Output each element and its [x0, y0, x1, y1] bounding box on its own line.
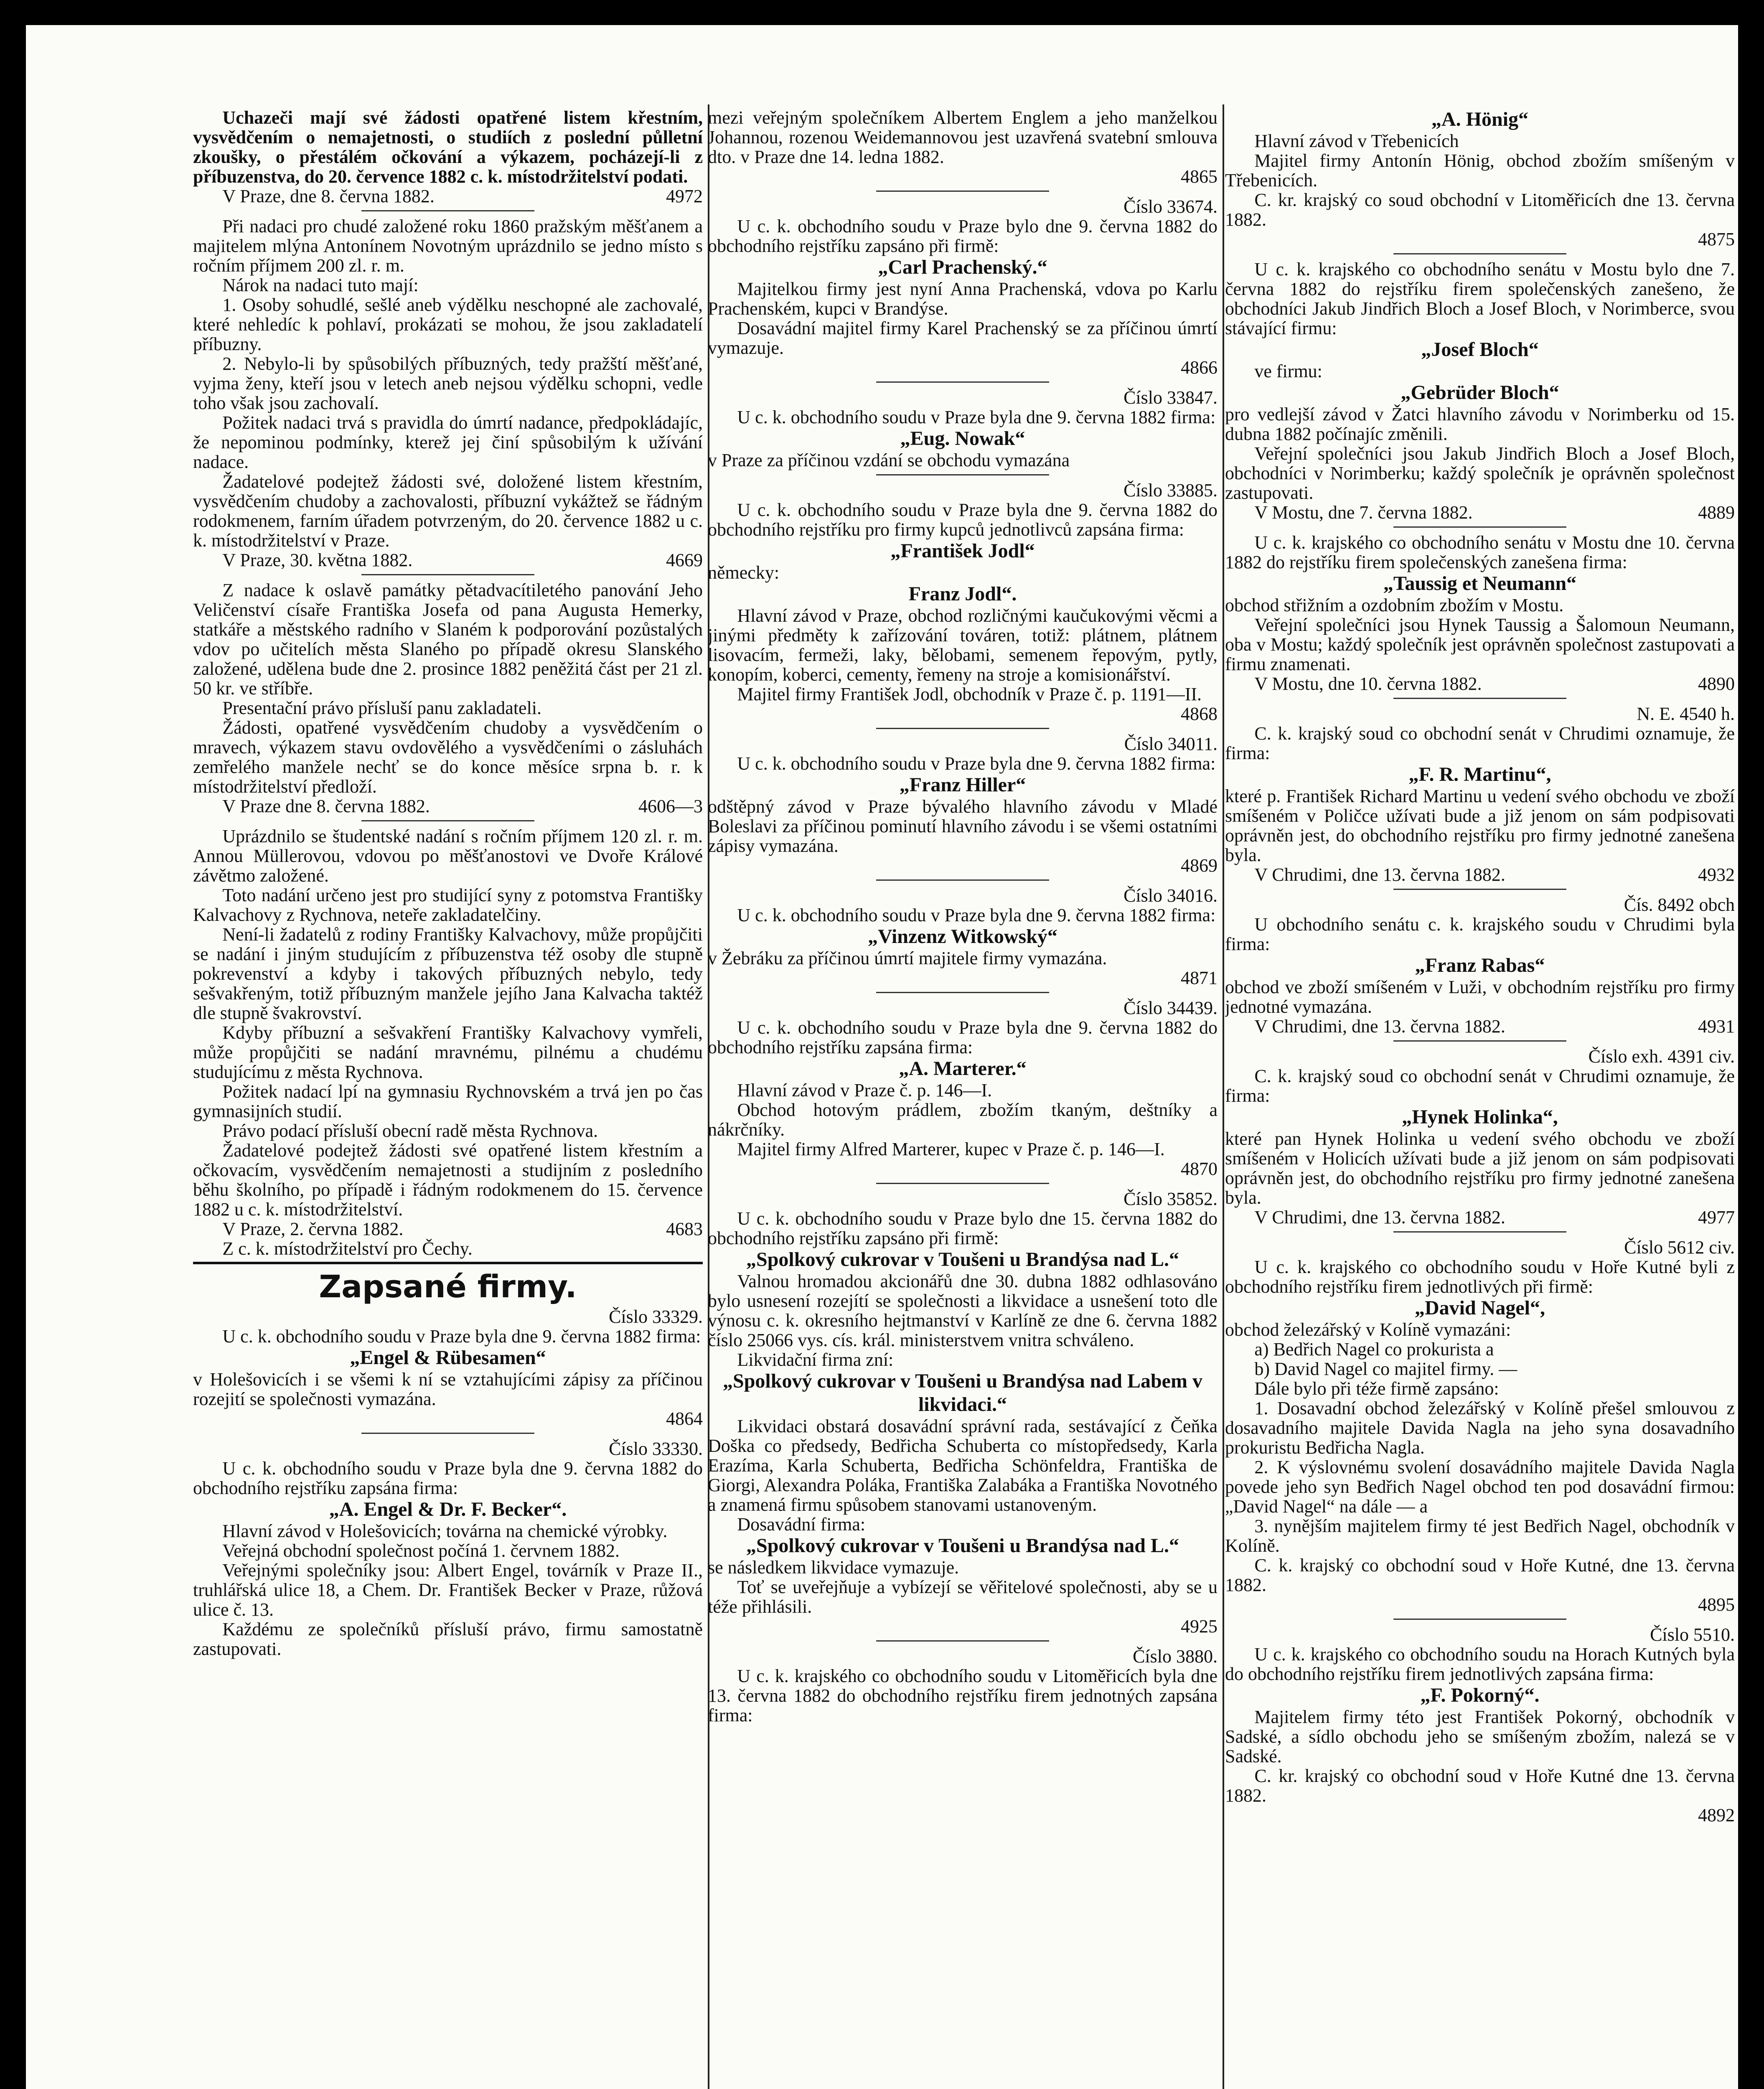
firm-name: „Carl Prachenský.“ — [878, 256, 1047, 278]
entry-text: Majitel firmy Alfred Marterer, kupec v Praze č. p. 146—I. — [737, 1139, 1165, 1159]
separator — [1393, 526, 1567, 528]
entry-reference: 4925 — [1181, 1616, 1218, 1637]
entry-text: které pan Hynek Holinka u vedení svého obchodu ve zboží smíšeném v Holicích užívati bude a již jenom on sám podpisovati oprávněn jest, do obchodního rejstříku pro firmy jednotné zanešena byla. — [1225, 1128, 1735, 1208]
entry-text: Majitelem firmy této jest František Pokorný, obchodník v Sadské, a sídlo obchodu jeho se smíšeným zbožím, nalezá se v Sadské. — [1225, 1707, 1735, 1766]
entry-number: Číslo 33847. — [1123, 387, 1218, 408]
notice-paragraph: Z nadace k oslavě památky pětadvacítiletého panování Jeho Veličenství císaře Františka Josefa od pana Augusta Hemerky, statkáře a městského radního v Slaném k podporování pozůstalých vdov po učitelích města Slaného po případě okresu Slanského založené, udělena bude dne 2. prosince 1882 peněžitá část per 21 zl. 50 kr. ve stříbře. — [193, 580, 703, 699]
firm-name: „A. Hönig“ — [1431, 108, 1529, 130]
entry-number: Číslo 33885. — [1123, 480, 1218, 501]
separator — [361, 210, 535, 211]
entry-text: Veřejní společníci jsou Hynek Taussig a Šalomoun Neumann, oba v Mostu; každý společník jest oprávněn společnost zastupovati a firmu znamenati. — [1225, 615, 1735, 674]
notice-paragraph: Žadatelové podejtež žádosti své opatřené listem křestním a očkovacím, vysvědčením nemajetnosti a studijním z posledního běhu školního, po případě i řádným rodokmenem do 15. července 1882 u c. k. místodržitelství. — [193, 1140, 703, 1220]
firm-name: „Vinzenz Witkowský“ — [868, 925, 1057, 948]
entry-text: U c. k. obchodního soudu v Praze byla dne 9. června 1882 firma: — [222, 1326, 701, 1347]
firm-name: „Spolkový cukrovar v Toušeni u Brandýsa nad L.“ — [746, 1248, 1179, 1271]
separator — [876, 1640, 1050, 1642]
entry-text: Majitel firmy Antonín Hönig, obchod zbožím smíšeným v Třebenicích. — [1225, 150, 1735, 191]
entry-text: které p. František Richard Martinu u vedení svého obchodu ve zboží smíšeném v Poličce užívati bude a již jenom on sám podpisovati oprávněn jest, do obchodního rejstříku pro firmy jednotné zanešena byla. — [1225, 786, 1735, 865]
entry-text: obchod ve zboží smíšeném v Luži, v obchodním rejstříku pro firmy jednotné vymazána. — [1225, 977, 1735, 1017]
entry-signature: V Chrudimi, dne 13. června 1882. 4977 — [1254, 1207, 1735, 1227]
entry-text: C. k. krajský soud co obchodní senát v Chrudimi oznamuje, že firma: — [1225, 1066, 1735, 1106]
entry-text: Každému ze společníků přísluší právo, firmu samostatně zastupovati. — [193, 1619, 703, 1659]
entry-text: Hlavní závod v Třebenicích — [1254, 131, 1459, 151]
separator — [876, 381, 1050, 383]
entry-text: v Žebráku za příčinou úmrtí majitele firmy vymazána. — [708, 948, 1107, 968]
entry-text: U c. k. obchodního soudu v Praze byla dne 9. června 1882 do obchodního rejstříku zapsána firma: — [193, 1458, 703, 1498]
entry-reference: 4870 — [1181, 1159, 1218, 1179]
column-rule — [1223, 104, 1224, 2089]
entry-number: N. E. 4540 h. — [1637, 704, 1735, 724]
section-rule — [193, 1262, 703, 1264]
entry-text: U c. k. krajského co obchodního senátu v Mostu bylo dne 7. června 1882 do rejstříku firem společenských zanešeno, že obchodníci Jakub Jindřich Bloch a Josef Bloch, v Norimberce, svou stávající firmu: — [1225, 259, 1735, 338]
separator — [876, 879, 1050, 881]
entry-reference: 4866 — [1181, 357, 1218, 378]
entry-text: Veřejnými společníky jsou: Albert Engel, továrník v Praze II., truhlářská ulice 18, a Chem. Dr. František Becker v Praze, růžová ulice č. 13. — [193, 1560, 703, 1620]
entry-text: b) David Nagel co majitel firmy. — — [1254, 1359, 1517, 1379]
separator — [361, 1433, 535, 1434]
entry-text: v Holešovicích i se všemi k ní se vztahujícími zápisy za příčinou rozejití se společnosti vymazána. — [193, 1369, 703, 1409]
notice-paragraph: Žádosti, opatřené vysvědčením chudoby a vysvědčením o mravech, výkazem stavu ovdovělého a vysvědčeními o zásluhách zemřelého manžele nechť se do konce měsíce srpna b. r. k místodržitelství předloží. — [193, 717, 703, 797]
entry-text: U c. k. obchodního soudu v Praze byla dne 9. června 1882 firma: — [737, 905, 1216, 925]
entry-text: 3. nynějším majitelem firmy té jest Bedřich Nagel, obchodník v Kolíně. — [1225, 1516, 1735, 1556]
notice-paragraph: 1. Osoby sohudlé, sešlé aneb výdělku neschopné ale zachovalé, které nehledíc k pohlaví, prokázati se mohou, že jsou zakladatelí příbuzny. — [193, 295, 703, 354]
notice-paragraph: Uprázdnilo se študentské nadání s ročním příjmem 120 zl. r. m. Annou Müllerovou, vdovou po měšťanostovi ve Dvoře Králové závětmo založené. — [193, 826, 703, 886]
notice-paragraph: Při nadaci pro chudé založené roku 1860 pražským měšťanem a majitelem mlýna Antonínem Novotným uprázdnilo se jedno místo s ročním příjmem 200 zl. r. m. — [193, 216, 703, 276]
entry-text: Hlavní závod v Holešovicích; továrna na chemické výrobky. — [222, 1521, 668, 1541]
entry-text: Dosavádní firma: — [737, 1514, 866, 1535]
separator — [876, 191, 1050, 192]
entry-reference: 4892 — [1698, 1805, 1735, 1825]
entry-text: Likvidační firma zní: — [737, 1349, 894, 1370]
firm-name: „Franz Rabas“ — [1415, 954, 1545, 976]
entry-number: Čís. 8492 obch — [1624, 895, 1735, 915]
entry-number: Číslo 35852. — [1123, 1189, 1218, 1209]
entry-text: a) Bedřich Nagel co prokurista a — [1254, 1339, 1494, 1360]
entry-text: obchod železářský v Kolíně vymazáni: — [1225, 1319, 1511, 1340]
separator — [876, 1183, 1050, 1184]
notice-paragraph: Presentační právo přísluší panu zakladateli. — [222, 698, 542, 718]
notice-signature: V Praze, 2. června 1882. 4683 — [222, 1219, 703, 1239]
separator — [1393, 1040, 1567, 1042]
entry-text: U c. k. krajského co obchodního soudu v Litoměřicích byla dne 13. června 1882 do obchodního rejstříku firem jednotných zapsána firma: — [708, 1666, 1218, 1726]
entry-text: Obchod hotovým prádlem, zbožím tkaným, deštníky a nákrčníky. — [708, 1100, 1218, 1140]
column-right — [1225, 108, 1735, 2089]
entry-text: U obchodního senátu c. k. krajského soudu v Chrudimi byla firma: — [1225, 914, 1735, 954]
entry-number: Číslo exh. 4391 civ. — [1588, 1046, 1735, 1067]
entry-reference: 4875 — [1698, 229, 1735, 249]
entry-text: odštěpný závod v Praze bývalého hlavního závodu v Mladé Boleslavi za příčinou pominutí hlavního závodu i se všemi ostatními zápisy vymazána. — [708, 796, 1218, 856]
entry-reference: 4869 — [1181, 855, 1218, 876]
separator — [1393, 253, 1567, 254]
separator — [876, 474, 1050, 475]
entry-text: U c. k. obchodního soudu v Praze byla dne 9. června 1882 do obchodního rejstříku pro firmy kupců jednotlivců zapsána firma: — [708, 500, 1218, 540]
firm-name: Franz Jodl“. — [908, 583, 1017, 605]
firm-name: „Franz Hiller“ — [899, 774, 1026, 796]
separator — [361, 574, 535, 575]
firm-name: „Josef Bloch“ — [1421, 338, 1539, 361]
entry-number: Číslo 33674. — [1123, 196, 1218, 217]
newspaper-page — [26, 25, 1738, 2089]
entry-text: 2. K výslovnému svolení dosavádního majitele Davida Nagla povede jeho syn Bedřich Nagel obchod ten pod dosavádní firmou: „David Nagel“ na dále — a — [1225, 1457, 1735, 1517]
entry-signature: V Chrudimi, dne 13. června 1882. 4931 — [1254, 1016, 1735, 1037]
notice-paragraph: Právo podací přísluší obecní radě města Rychnova. — [222, 1121, 598, 1141]
entry-text: Veřejná obchodní společnost počíná 1. červnem 1882. — [222, 1540, 620, 1561]
notice-paragraph: Žadatelové podejtež žádosti své, doložené listem křestním, vysvědčením chudoby a zachovalosti, příbuzní vykážtež se řádným rodokmenem, farním úřadem potvrzeným, do 20. července 1882 u c. k. místodržitelství v Praze. — [193, 471, 703, 551]
entry-text: Dále bylo při téže firmě zapsáno: — [1254, 1378, 1499, 1399]
notice-paragraph: Toto nadání určeno jest pro studijící syny z potomstva Františky Kalvachovy z Rychnova, neteře zakladatelčiny. — [193, 885, 703, 925]
entry-text: Likvidaci obstará dosavádní správní rada, sestávající z Čeňka Doška co předsedy, Bedřicha Schuberta co místopředsedy, Karla Erazíma, Karla Schuberta, Bedřicha Schönfeldra, Františka de Giorgi, Alexandra Poláka, Františka Zalabáka a Františka Novotného a znamená firmu spůsobem stanovami ustanoveným. — [708, 1416, 1218, 1515]
entry-number: Číslo 5510. — [1650, 1624, 1735, 1645]
entry-signature: V Mostu, dne 10. června 1882. 4890 — [1254, 673, 1735, 694]
separator — [876, 728, 1050, 729]
firm-name: „David Nagel“, — [1415, 1297, 1545, 1319]
entry-number: Číslo 33329. — [609, 1306, 703, 1327]
entry-signature: V Mostu, dne 7. června 1882. 4889 — [1254, 502, 1735, 523]
notice-paragraph: Požitek nadací lpí na gymnasiu Rychnovském a trvá jen po čas gymnasijních studií. — [193, 1081, 703, 1121]
entry-text: německy: — [708, 562, 780, 583]
entry-text: C. k. krajský co obchodní soud v Hoře Kutné, dne 13. června 1882. — [1225, 1555, 1735, 1595]
entry-text: Toť se uveřejňuje a vybízejí se věřitelové společnosti, aby se u téže přihlásili. — [708, 1577, 1218, 1617]
column-middle — [708, 108, 1218, 2089]
entry-text: Veřejní společníci jsou Jakub Jindřich Bloch a Josef Bloch, obchodníci v Norimberku; každý společník je oprávněn společnost zastupovati. — [1225, 443, 1735, 503]
entry-reference: 4871 — [1181, 968, 1218, 988]
entry-text: obchod střižním a ozdobním zbožím v Mostu. — [1225, 595, 1564, 615]
entry-text: C. k. krajský soud co obchodní senát v Chrudimi oznamuje, že firma: — [1225, 723, 1735, 763]
firm-name: „F. Pokorný“. — [1420, 1684, 1540, 1706]
firm-name: „Hynek Holinka“, — [1402, 1106, 1558, 1128]
entry-reference: 4865 — [1181, 166, 1218, 187]
entry-text: Hlavní závod v Praze č. p. 146—I. — [737, 1080, 992, 1100]
entry-signature: V Chrudimi, dne 13. června 1882. 4932 — [1254, 864, 1735, 885]
entry-text: v Praze za příčinou vzdání se obchodu vymazána — [708, 450, 1070, 470]
entry-number: Číslo 3880. — [1133, 1646, 1218, 1667]
notice-signature: V Praze dne 8. června 1882. 4606—3 — [222, 796, 703, 816]
separator — [1393, 698, 1567, 699]
notice-paragraph: Kdyby příbuzní a sešvakření Františky Kalvachovy vymřeli, může propůjčiti se nadání mravnému, pilnému a chudému studujícímu z města Rychnova. — [193, 1022, 703, 1082]
separator — [876, 992, 1050, 993]
entry-number: Číslo 34439. — [1123, 998, 1218, 1018]
entry-text: U c. k. obchodního soudu v Praze byla dne 9. června 1882 do obchodního rejstříku zapsána firma: — [708, 1017, 1218, 1057]
entry-text: U c. k. obchodního soudu v Praze byla dne 9. června 1882 firma: — [737, 407, 1216, 427]
entry-number: Číslo 34016. — [1123, 885, 1218, 906]
entry-reference: 4864 — [666, 1408, 703, 1429]
entry-text: Majitel firmy František Jodl, obchodník v Praze č. p. 1191—II. — [737, 684, 1202, 704]
notice-paragraph: Uchazeči mají své žádosti opatřené listem křestním, vysvědčením o nemajetnosti, o studiích z poslední půlletní zkoušky, o přestálém očkování a výkazem, pocházejí-li z příbuzenstva, do 20. července 1882 c. k. místodržitelství podati. — [193, 108, 703, 187]
firm-name: „A. Marterer.“ — [899, 1057, 1027, 1080]
entry-reference: 4895 — [1698, 1594, 1735, 1615]
firm-name: „Gebrüder Bloch“ — [1401, 381, 1559, 404]
entry-text: Dosavádní majitel firmy Karel Prachenský se za příčinou úmrtí vymazuje. — [708, 318, 1218, 358]
entry-reference: 4868 — [1181, 704, 1218, 724]
entry-text: 1. Dosavadní obchod železářský v Kolíně přešel smlouvou z dosavadního majitele Davida Nagla na jeho syna dosavadního prokuristu Bedřicha Nagla. — [1225, 1398, 1735, 1458]
entry-text: C. kr. krajský co obchodní soud v Hoře Kutné dne 13. června 1882. — [1225, 1766, 1735, 1806]
column-left — [193, 108, 703, 2089]
notice-paragraph: 2. Nebylo-li by spůsobilých příbuzných, tedy pražští měšťané, vyjma ženy, kteří jsou v letech aneb nejsou výdělku schopni, vedle toho však jsou zachovalí. — [193, 353, 703, 413]
entry-text: se následkem likvidace vymazuje. — [708, 1557, 959, 1578]
notice-paragraph: Není-li žadatelů z rodiny Františky Kalvachovy, může propůjčiti se nadání i jiným studujícím z příbuzenstva též osoby dle stupně pokrevenství a kdyby i takových příbuzných nebylo, tedy sešvakřeným, totiž příbuzným manžele jejího Jana Kalvacha taktéž dle stupně švakrovství. — [193, 924, 703, 1023]
notice-paragraph: Nárok na nadaci tuto mají: — [222, 275, 419, 295]
separator — [1393, 889, 1567, 890]
entry-text: C. kr. krajský co soud obchodní v Litoměřicích dne 13. června 1882. — [1225, 190, 1735, 230]
firm-name: „A. Engel & Dr. F. Becker“. — [329, 1498, 567, 1520]
notice-paragraph: Požitek nadaci trvá s pravidla do úmrtí nadance, předpokládajíc, že nepominou podmínky, kterež jej činí spůsobilým k užívání nadace. — [193, 412, 703, 472]
firm-name: „Eug. Nowak“ — [900, 427, 1025, 450]
entry-text: U c. k. krajského co obchodního senátu v Mostu dne 10. června 1882 do rejstříku firem společenských zanešena firma: — [1225, 532, 1735, 572]
separator — [1393, 1619, 1567, 1620]
entry-text: mezi veřejným společníkem Albertem Englem a jeho manželkou Johannou, rozenou Weidemannovou jest uzavřená svatební smlouva dto. v Praze dne 14. ledna 1882. — [708, 108, 1218, 167]
firm-name: „F. R. Martinu“, — [1408, 763, 1551, 785]
entry-text: pro vedlejší závod v Žatci hlavního závodu v Norimberku od 15. dubna 1882 počínajíc změnili. — [1225, 404, 1735, 444]
entry-text: U c. k. krajského co obchodního soudu v Hoře Kutné byli z obchodního rejstříku firem jednotlivých při firmě: — [1225, 1257, 1735, 1297]
firm-name: „Engel & Rübesamen“ — [350, 1347, 546, 1369]
firm-name: „Spolkový cukrovar v Toušeni u Brandýsa nad Labem v likvidaci.“ — [723, 1370, 1202, 1416]
entry-text: U c. k. obchodního soudu v Praze byla dne 9. června 1882 firma: — [737, 753, 1216, 774]
entry-text: Hlavní závod v Praze, obchod rozličnými kaučukovými věcmi a jinými předměty k zařízování továren, totiž: plátnem, plátnem lisovacím, fermeži, laky, bělobami, semenem řepovým, pytly, konopím, koberci, cementy, řemeny na stroje a komisionářství. — [708, 605, 1218, 685]
entry-text: Majitelkou firmy jest nyní Anna Prachenská, vdova po Karlu Prachenském, kupci v Brandýse. — [708, 279, 1218, 319]
section-title: Zapsané firmy. — [319, 1269, 577, 1305]
entry-text: U c. k. obchodního soudu v Praze bylo dne 9. června 1882 do obchodního rejstříku zapsáno při firmě: — [708, 216, 1218, 256]
firm-name: „František Jodl“ — [890, 540, 1035, 562]
separator — [1393, 1231, 1567, 1233]
notice-signature: V Praze, dne 8. června 1882. 4972 — [222, 186, 703, 206]
entry-number: Číslo 34011. — [1124, 734, 1218, 754]
firm-name: „Taussig et Neumann“ — [1383, 572, 1577, 595]
separator — [361, 820, 535, 821]
entry-number: Číslo 5612 civ. — [1624, 1237, 1735, 1258]
entry-text: U c. k. obchodního soudu v Praze bylo dne 15. června 1882 do obchodního rejstříku zapsáno při firmě: — [708, 1208, 1218, 1248]
notice-signature: V Praze, 30. května 1882. 4669 — [222, 550, 703, 570]
notice-authority: Z c. k. místodržitelství pro Čechy. — [222, 1238, 473, 1259]
entry-text: ve firmu: — [1254, 361, 1322, 381]
firm-name: „Spolkový cukrovar v Toušeni u Brandýsa nad L.“ — [746, 1535, 1179, 1557]
entry-text: U c. k. krajského co obchodního soudu na Horach Kutných byla do obchodního rejstříku firem jednotlivých zapsána firma: — [1225, 1644, 1735, 1684]
entry-text: Valnou hromadou akcionářů dne 30. dubna 1882 odhlasováno bylo usnesení rozejítí se společnosti a likvidace a usnešení toto dle výnosu c. k. okresního hejtmanství v Karlíně ze dne 6. června 1882 číslo 25066 vys. cís. král. ministerstvem vnitra schváleno. — [708, 1271, 1218, 1350]
entry-number: Číslo 33330. — [609, 1438, 703, 1459]
